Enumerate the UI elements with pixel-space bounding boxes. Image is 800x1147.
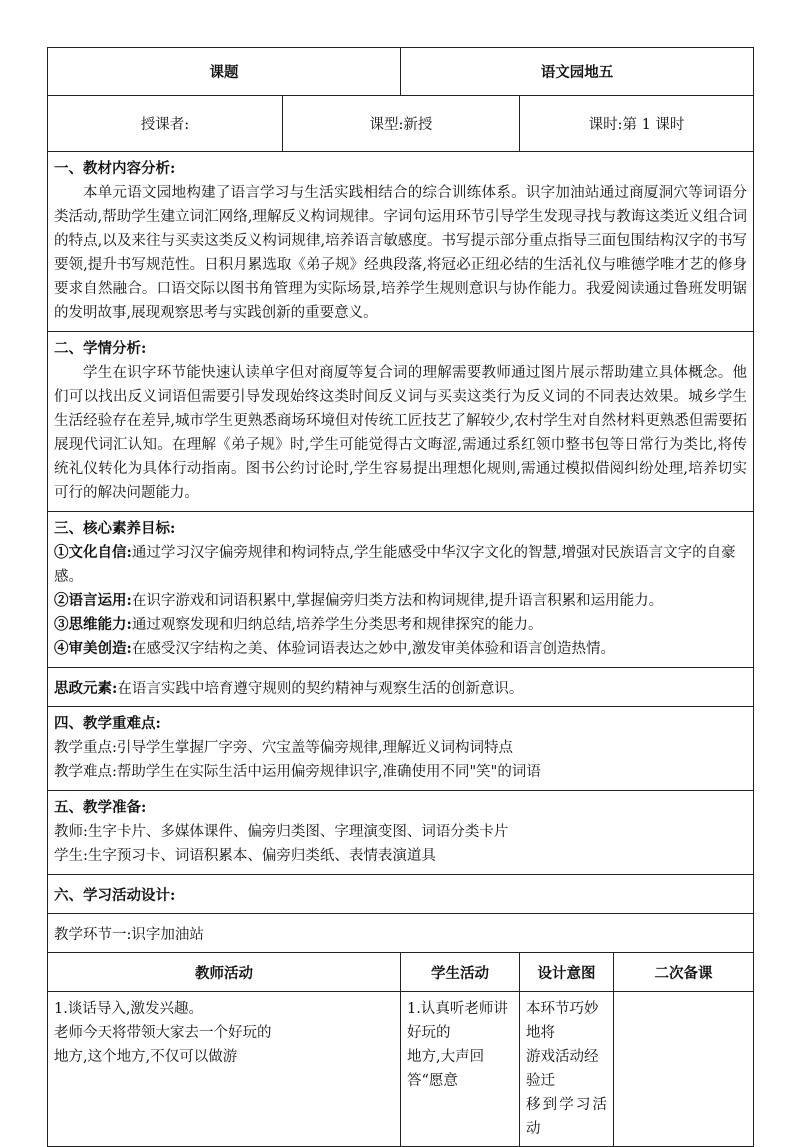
goal-text: 通过观察发现和归纳总结,培养学生分类思考和规律探究的能力。 <box>131 617 543 633</box>
section-body: 本单元语文园地构建了语言学习与生活实践相结合的综合训练体系。识字加油站通过商厦洞穴等词语分类活动,帮助学生建立词汇网络,理解反义构词规律。字词句运用环节引导学生发现寻找与教诲这类近义组合词的特点,以及来往与买卖这类反义构词规律,培养语言敏感度。书写提示部分重点指导三面包围结构汉字的书写要领,提升书写规范性。日积月累选取《弟子规》经典段落,将冠必正纽必结的生活礼仪与唯德学唯才艺的修身要求自然融合。口语交际以图书角管理为实际场景,培养学生规则意识与协作能力。我爱阅读通过鲁班发明锯的发明故事,展现观察思考与实践创新的重要意义。 <box>54 185 747 321</box>
section-title: 三、核心素养目标: <box>54 520 176 537</box>
ideology-label: 思政元素: <box>54 679 118 697</box>
topic-value: 语文园地五 <box>401 48 754 96</box>
goal-item <box>54 589 747 613</box>
lesson-plan-table <box>47 47 754 1147</box>
design-intent-line: 本环节巧妙地将 <box>526 1001 599 1041</box>
section-title: 四、教学重难点: <box>54 715 161 732</box>
student-analysis-section <box>48 332 754 512</box>
second-prep-header: 二次备课 <box>614 953 754 992</box>
lesson-type-field: 课型:新授 <box>283 96 520 152</box>
design-intent-cell <box>520 992 614 1147</box>
goal-label: ③思维能力: <box>54 616 132 633</box>
second-prep-cell <box>614 992 754 1147</box>
goal-item <box>54 637 747 661</box>
teaching-stage-label: 教学环节一:识字加油站 <box>48 914 754 953</box>
section-body: 学生在识字环节能快速认读单字但对商厦等复合词的理解需要教师通过图片展示帮助建立具体概念。他们可以找出反义词语但需要引导发现始终这类时间反义词与买卖这类行为反义词的不同表达效果。城乡学生生活经验存在差异,城市学生更熟悉商场环境但对传统工匠技艺了解较少,农村学生对自然材料更熟悉但需要拓展现代词汇认知。在理解《弟子规》时,学生可能觉得古文晦涩,需通过系红领巾整书包等日常行为类比,将传统礼仪转化为具体行动指南。图书公约讨论时,学生容易提出理想化规则,需通过模拟借阅纠纷处理,培养切实可行的解决问题能力。 <box>54 365 747 501</box>
section-title: 五、教学准备: <box>54 799 147 816</box>
design-intent-line: 移到学习活动 <box>526 1097 607 1137</box>
goal-text: 在感受汉字结构之美、体验词语表达之妙中,激发审美体验和语言创造热情。 <box>131 641 615 657</box>
goal-text: 在识字游戏和词语积累中,掌握偏旁归类方法和构词规律,提升语言积累和运用能力。 <box>131 593 664 609</box>
teacher-activity-cell <box>48 992 401 1147</box>
goal-label: ④审美创造: <box>54 640 132 657</box>
goal-text: 通过学习汉字偏旁规律和构词特点,学生能感受中华汉字文化的智慧,增强对民族语言文字的自豪感。 <box>54 545 736 585</box>
preparation-section <box>48 791 754 875</box>
teacher-activity-header: 教师活动 <box>48 953 401 992</box>
student-activity-cell <box>401 992 520 1147</box>
student-prep-line: 学生:生字预习卡、词语积累本、偏旁归类纸、表情表演道具 <box>54 848 436 864</box>
goal-item <box>54 541 747 589</box>
teacher-activity-line: 1.谈话导入,激发兴趣。 <box>54 1001 203 1017</box>
teacher-activity-line: 地方,这个地方,不仅可以做游 <box>54 1049 238 1065</box>
goal-label: ①文化自信: <box>54 544 132 561</box>
teacher-prep-line: 教师:生字卡片、多媒体课件、偏旁归类图、字理演变图、词语分类卡片 <box>54 824 509 840</box>
goal-item <box>54 613 747 637</box>
section-title: 二、学情分析: <box>54 340 147 357</box>
teacher-field: 授课者: <box>48 96 283 152</box>
key-point-line: 教学重点:引导学生掌握厂字旁、穴宝盖等偏旁规律,理解近义词构词特点 <box>54 740 513 756</box>
student-activity-line: 1.认真听老师讲好玩的 <box>407 1001 508 1041</box>
goal-label: ②语言运用: <box>54 592 132 609</box>
ideology-text: 在语言实践中培育遵守规则的契约精神与观察生活的创新意识。 <box>117 680 524 697</box>
topic-label: 课题 <box>48 48 401 96</box>
lesson-hours-field: 课时:第 1 课时 <box>520 96 754 152</box>
student-activity-header: 学生活动 <box>401 953 520 992</box>
section-title: 一、教材内容分析: <box>54 160 176 177</box>
design-intent-line: 游戏活动经验迁 <box>526 1049 599 1089</box>
textbook-analysis-section <box>48 152 754 332</box>
ideology-section <box>48 668 754 707</box>
difficulty-line: 教学难点:帮助学生在实际生活中运用偏旁规律识字,准确使用不同"笑"的词语 <box>54 764 541 780</box>
teacher-activity-line: 老师今天将带领大家去一个好玩的 <box>54 1025 272 1041</box>
core-goals-section <box>48 512 754 668</box>
student-activity-line: 地方,大声回答“愿意 <box>407 1049 485 1089</box>
design-intent-header: 设计意图 <box>520 953 614 992</box>
key-points-section <box>48 707 754 791</box>
activity-design-title: 六、学习活动设计: <box>48 875 754 914</box>
